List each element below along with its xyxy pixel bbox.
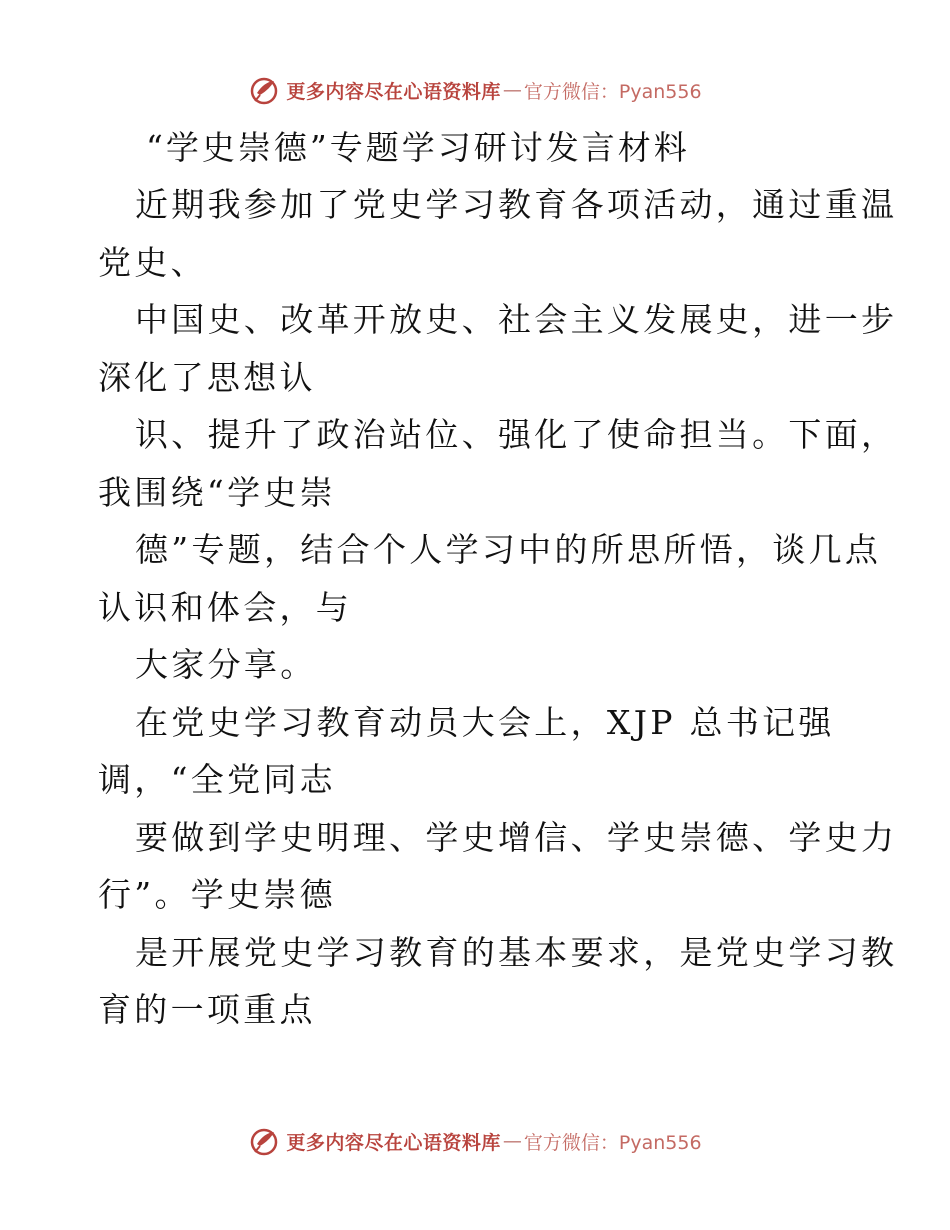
text-line: 识、提升了政治站位、强化了使命担当。下面， <box>135 415 898 454</box>
watermark-dash: — <box>502 1130 522 1152</box>
text-line: 要做到学史明理、学史增信、学史崇德、学史力 <box>135 817 898 857</box>
text-line: 我围绕“学史崇 <box>98 472 336 512</box>
text-line: 认识和体会，与 <box>98 587 353 627</box>
text-line: 大家分享。 <box>135 645 317 684</box>
text-line: 行”。学史崇德 <box>98 875 336 914</box>
text-line: 中国史、改革开放史、社会主义发展史，进一步 <box>135 300 898 339</box>
footer-watermark <box>0 1121 950 1161</box>
watermark-text: 更多内容尽在心语资料库 <box>286 1131 501 1154</box>
pen-logo-icon <box>248 1124 282 1158</box>
watermark-contact: 官方微信：Pyan556 <box>523 80 702 103</box>
header-watermark <box>0 70 950 110</box>
text-line: 在党史学习教育动员大会上，XJP 总书记强 <box>135 702 835 742</box>
document-lines <box>98 176 898 1039</box>
document-body <box>98 120 898 1039</box>
text-line: 调，“全党同志 <box>98 760 336 799</box>
text-line: 育的一项重点 <box>98 990 316 1029</box>
text-line: 是开展党史学习教育的基本要求，是党史学习教 <box>135 932 898 972</box>
watermark-text: 更多内容尽在心语资料库 <box>286 80 501 103</box>
watermark-contact: 官方微信：Pyan556 <box>523 1131 702 1154</box>
document-title: “学史崇德”专题学习研讨发言材料 <box>146 128 690 167</box>
text-line: 深化了思想认 <box>98 357 316 397</box>
text-line: 德”专题，结合个人学习中的所思所悟，谈几点 <box>135 530 882 569</box>
text-line: 近期我参加了党史学习教育各项活动，通过重温 <box>135 185 898 224</box>
pen-logo-icon <box>248 73 282 107</box>
text-line: 党史、 <box>98 242 207 282</box>
watermark-dash: — <box>502 79 522 101</box>
